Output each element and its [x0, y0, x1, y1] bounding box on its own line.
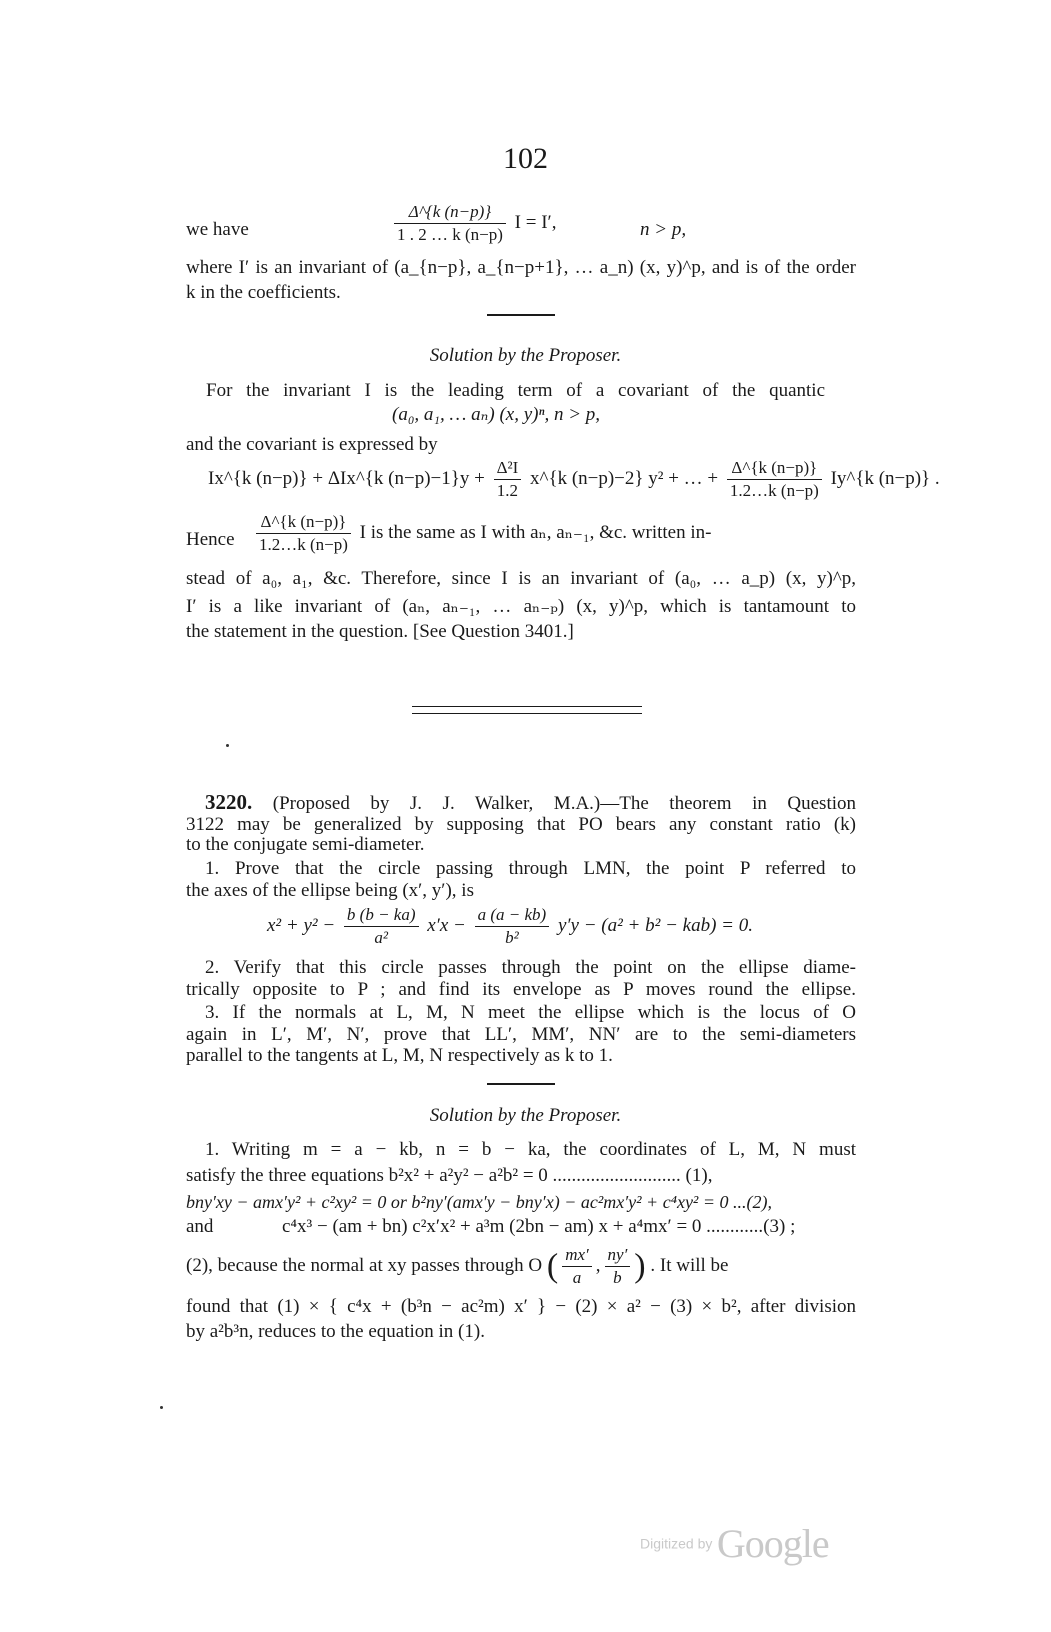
question-number: 3220.	[205, 790, 253, 814]
page-number: 102	[503, 142, 548, 175]
circle-eq-fraction-1-den: a²	[374, 928, 388, 947]
circle-eq-fraction-1-num: b (b − ka)	[344, 905, 419, 927]
hence-fraction-den: 1.2…k (n−p)	[259, 535, 348, 554]
covariant-expression	[208, 458, 940, 501]
hence-expression	[252, 512, 711, 555]
covariant-fraction-2-den: 1.2…k (n−p)	[729, 481, 819, 500]
intro-fraction-den: 1 . 2 … k (n−p)	[397, 225, 503, 244]
question-part3-line-2: again in L′, M′, N′, prove that LL′, MM′, NN′ are to the semi-diameters	[186, 1024, 856, 1045]
covariant-fraction-2-num: Δ^{k (n−p)}	[727, 458, 822, 480]
question-part3-line-3: parallel to the tangents at L, M, N respectively as k to 1.	[186, 1045, 613, 1066]
question-part1-line-2: the axes of the ellipse being (x′, y′), is	[186, 880, 474, 901]
we-have-label: we have	[186, 219, 249, 240]
solution2-line-4-and: and	[186, 1216, 214, 1237]
question-part3-line-1: 3. If the normals at L, M, N meet the ellipse which is the locus of O	[205, 1002, 856, 1023]
covariant-part-a: Ix^{k (n−p)} + ΔIx^{k (n−p)−1}y +	[208, 467, 485, 489]
covariant-part-b: x^{k (n−p)−2} y² + … +	[530, 467, 719, 489]
covariant-part-c: Iy^{k (n−p)} .	[830, 467, 940, 489]
circle-eq-fraction-1	[344, 905, 419, 948]
solution2-line-6: found that (1) × { c⁴x + (b³n − ac²m) x′ } − (2) × a² − (3) × b², after division	[186, 1296, 856, 1317]
point-o-fraction-1-num: mx′	[562, 1245, 592, 1267]
question-line-1-text: (Proposed by J. J. Walker, M.A.)—The theorem in Question	[272, 793, 857, 814]
point-o-fraction-2-den: b	[613, 1268, 622, 1287]
solution2-line-5: (2), because the normal at xy passes through O ( $\frac{mx'}{a}$ , $\frac{ny'}{b}$ ) . It will be	[186, 1245, 729, 1287]
intro-equation	[390, 202, 556, 245]
solution1-line-1: For the invariant I is the leading term of a covariant of the quantic	[206, 380, 825, 401]
hence-label: Hence	[186, 529, 235, 550]
separator-double	[412, 706, 642, 714]
circle-eq-fraction-2-num: a (a − kb)	[475, 905, 550, 927]
covariant-fraction-1-den: 1.2	[496, 481, 519, 500]
covariant-fraction-1	[494, 458, 522, 501]
separator-short-2	[487, 1083, 555, 1085]
solution2-line-4-equation: c⁴x³ − (am + bn) c²x′x² + a³m (2bn − am) x + a⁴mx′ = 0 ............(3) ;	[282, 1216, 796, 1237]
solution1-line-6: the statement in the question. [See Question 3401.]	[186, 621, 574, 642]
speck	[226, 744, 229, 747]
solution1-line-4: stead of a₀, a₁, &c. Therefore, since I is an invariant of (a₀, … a_p) (x, y)^p,	[186, 568, 856, 589]
solution-heading-2: Solution by the Proposer.	[429, 1105, 622, 1126]
digitized-by-label: Digitized by	[640, 1535, 713, 1552]
circle-equation	[267, 905, 753, 948]
circle-eq-fraction-2-den: b²	[505, 928, 519, 947]
separator-short-1	[487, 314, 555, 316]
covariant-fraction-1-num: Δ²I	[494, 458, 522, 480]
question-part2-line-2: trically opposite to P ; and find its envelope as P moves round the ellipse.	[186, 979, 856, 1000]
covariant-fraction-2	[727, 458, 822, 501]
solution2-line-2: satisfy the three equations b²x² + a²y² − a²b² = 0 ........................... (1),	[186, 1165, 713, 1186]
hence-fraction	[256, 512, 351, 555]
solution-heading-1: Solution by the Proposer.	[429, 345, 622, 366]
point-o-fraction-1-den: a	[572, 1268, 582, 1287]
speck-2	[160, 1406, 163, 1409]
solution2-line-1: 1. Writing m = a − kb, n = b − ka, the coordinates of L, M, N must	[205, 1139, 856, 1160]
hence-rest: I is the same as I with aₙ, aₙ₋₁, &c. written in-	[359, 521, 712, 543]
intro-fraction	[394, 202, 506, 245]
solution2-line-5-b: . It will be	[650, 1254, 729, 1276]
solution2-line-3: bny′xy − amx′y² + c²xy² = 0 or b²ny′(amx′y − bny′x) − ac²mx′y² + c⁴xy² = 0 ...(2),	[186, 1192, 772, 1212]
circle-eq-part-a: x² + y² −	[267, 914, 336, 936]
hence-fraction-num: Δ^{k (n−p)}	[256, 512, 351, 534]
solution1-line-5: I′ is a like invariant of (aₙ, aₙ₋₁, … aₙ₋ₚ) (x, y)^p, which is tantamount to	[186, 596, 856, 617]
google-logo: Google	[716, 1521, 829, 1566]
intro-fraction-num: Δ^{k (n−p)}	[394, 202, 506, 224]
question-part2-line-1: 2. Verify that this circle passes through the point on the ellipse diame-	[205, 957, 856, 978]
question-line-3: to the conjugate semi-diameter.	[186, 834, 425, 855]
google-watermark	[640, 1520, 829, 1567]
intro-condition: n > p,	[640, 219, 687, 240]
circle-eq-part-b: x′x −	[427, 914, 466, 936]
circle-eq-fraction-2	[475, 905, 550, 948]
intro-equation-rhs: I = I′,	[514, 211, 557, 233]
intro-line-2: where I′ is an invariant of (a_{n−p}, a_{n−p+1}, … a_n) (x, y)^p, and is of the order	[186, 257, 856, 278]
solution2-line-7: by a²b³n, reduces to the equation in (1).	[186, 1321, 485, 1342]
solution1-line-2: and the covariant is expressed by	[186, 434, 438, 455]
point-o-fraction-2	[605, 1245, 631, 1288]
intro-line-3: k in the coefficients.	[186, 282, 341, 303]
circle-eq-part-c: y′y − (a² + b² − kab) = 0.	[557, 914, 753, 936]
question-part1-line-1: 1. Prove that the circle passing through LMN, the point P referred to	[205, 858, 856, 879]
point-o-fraction-1	[562, 1245, 592, 1288]
solution1-quantic: (a₀, a₁, … aₙ) (x, y)ⁿ, n > p,	[392, 404, 601, 425]
point-o-fraction-2-num: ny′	[605, 1245, 631, 1267]
solution2-line-5-a: (2), because the normal at xy passes through O	[186, 1254, 543, 1276]
question-line-2: 3122 may be generalized by supposing that PO bears any constant ratio (k)	[186, 814, 856, 835]
